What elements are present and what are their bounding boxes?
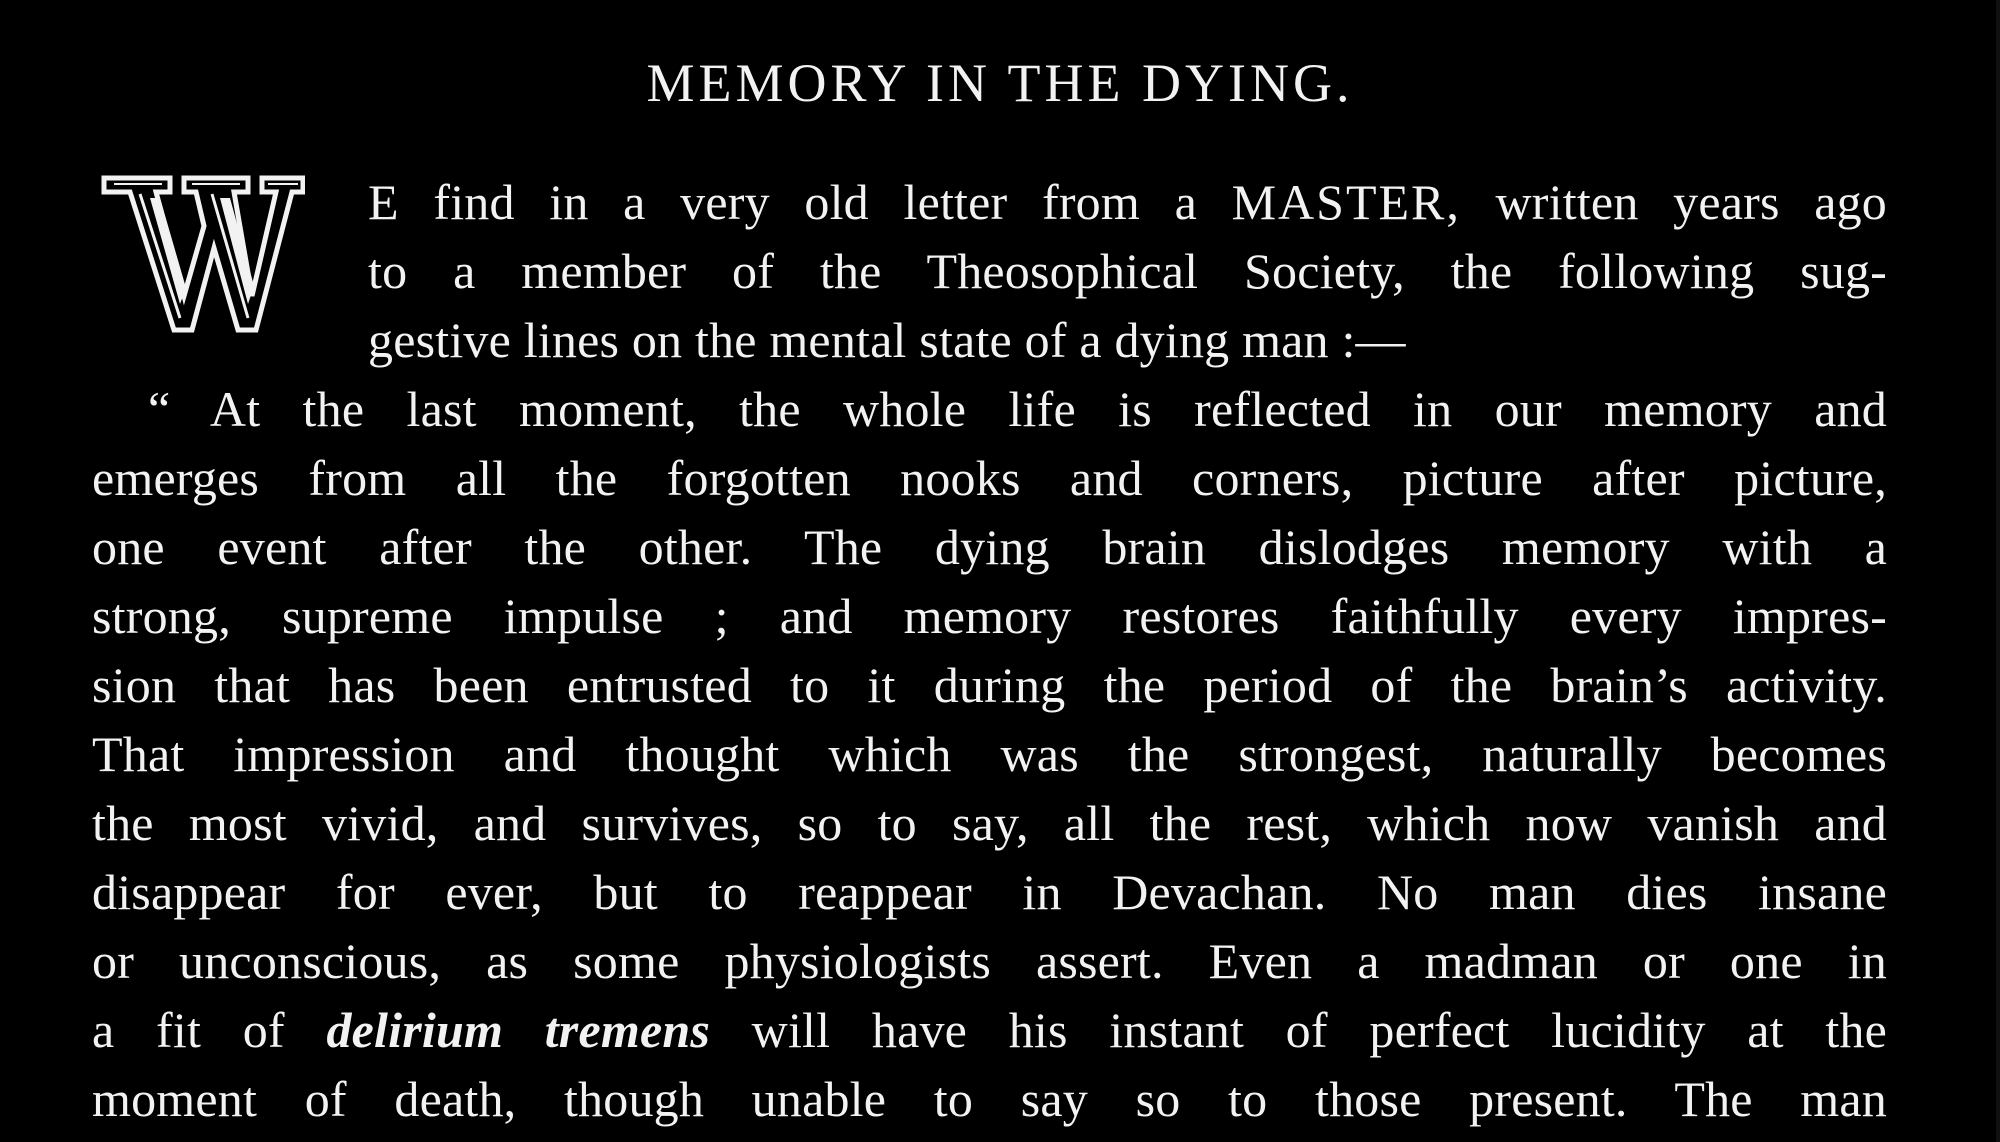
text-line-11: disappear for ever, but to reappear in Devachan. No man dies insane bbox=[92, 864, 1887, 920]
text-line-4: “ At the last moment, the whole life is reflected in our memory and bbox=[148, 381, 1887, 437]
line-13-end: will have his instant of perfect lucidity at the bbox=[751, 1002, 1888, 1058]
text-line-9: That impression and thought which was the strongest, naturally becomes bbox=[92, 726, 1887, 782]
text-line-8: sion that has been entrusted to it during the period of the brain’s activity. bbox=[92, 657, 1887, 713]
text-line-12: or unconscious, as some physiologists assert. Even a madman or one in bbox=[92, 933, 1887, 989]
line-1-text: E find in a very old letter from a bbox=[368, 174, 1197, 230]
page-title: MEMORY IN THE DYING. bbox=[646, 53, 1354, 113]
text-line-2: to a member of the Theosophical Society, the following sug- bbox=[368, 243, 1887, 299]
line-1-caps: MASTER, bbox=[1231, 174, 1461, 230]
line-1-tail: written years ago bbox=[1495, 174, 1888, 230]
text-line-1 bbox=[368, 170, 1887, 234]
text-line-13 bbox=[92, 998, 1887, 1062]
text-line-3: gestive lines on the mental state of a dying man :— bbox=[368, 312, 1406, 368]
text-line-5: emerges from all the forgotten nooks and corners, picture after picture, bbox=[92, 450, 1887, 506]
text-line-7: strong, supreme impulse ; and memory restores faithfully every impres- bbox=[92, 588, 1887, 644]
page-edge bbox=[1996, 0, 2000, 1142]
drop-cap-w bbox=[100, 168, 305, 338]
text-line-10: the most vivid, and survives, so to say, all the rest, which now vanish and bbox=[92, 795, 1887, 851]
drop-cap-w-icon bbox=[100, 168, 305, 338]
text-line-6: one event after the other. The dying brain dislodges memory with a bbox=[92, 519, 1887, 575]
text-line-14: moment of death, though unable to say so to those present. The man bbox=[92, 1071, 1887, 1127]
line-13-italic: delirium tremens bbox=[326, 1002, 710, 1058]
line-13-start: a fit of bbox=[92, 1002, 285, 1058]
